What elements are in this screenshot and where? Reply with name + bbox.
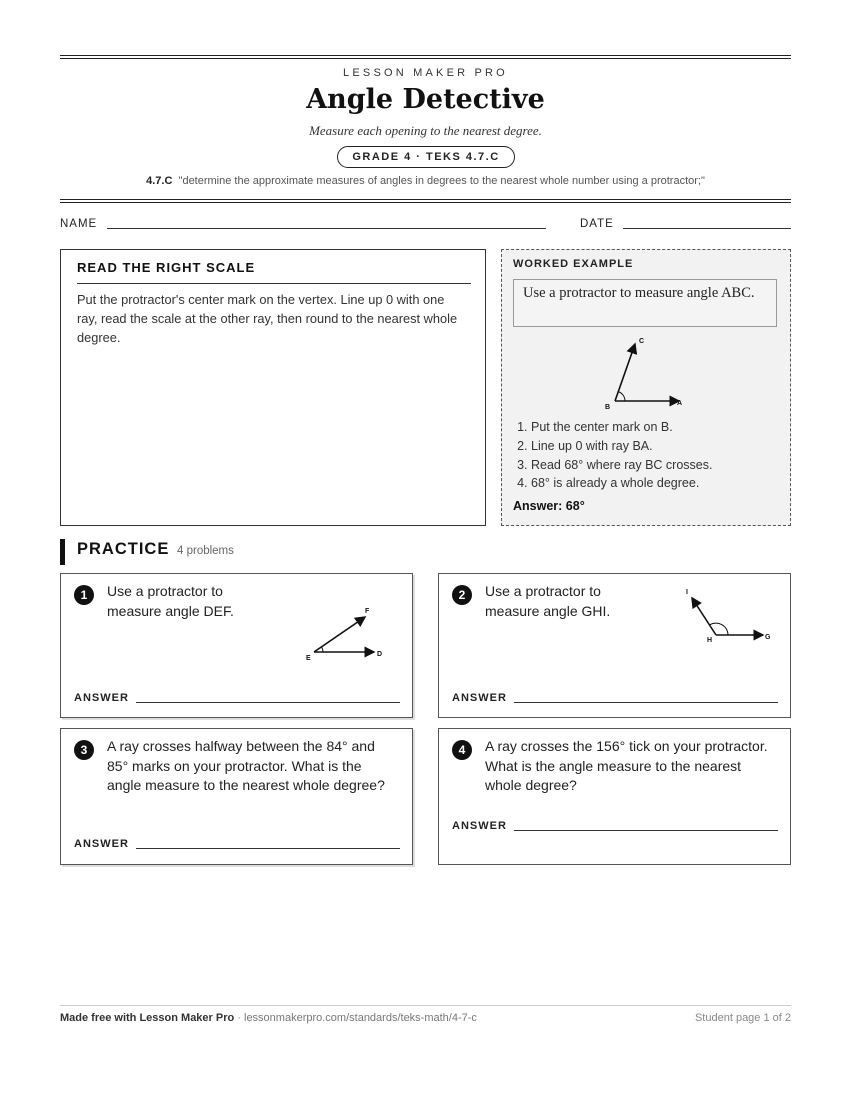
- answer-field[interactable]: [514, 702, 778, 703]
- practice-count: 4 problems: [177, 545, 234, 557]
- tip-panel: [60, 249, 486, 526]
- answer-field[interactable]: [514, 830, 778, 831]
- problem-text: Use a protractor to measure angle DEF.: [107, 583, 234, 619]
- ray-hi: [692, 598, 716, 635]
- label-f: F: [365, 608, 370, 615]
- standard-code: 4.7.C: [146, 175, 173, 187]
- answer-label: ANSWER: [452, 820, 507, 832]
- problem-card-3: [60, 728, 413, 865]
- problem-number-badge: 3: [74, 740, 94, 760]
- practice-accent-bar: [60, 539, 65, 565]
- footer-credit: [60, 1012, 477, 1024]
- label-d: D: [377, 651, 383, 658]
- tip-title: READ THE RIGHT SCALE: [77, 260, 256, 275]
- name-field[interactable]: [107, 228, 546, 229]
- label-c: C: [639, 338, 645, 345]
- footer-url[interactable]: · lessonmakerpro.com/standards/teks-math/4-7-c: [234, 1012, 477, 1024]
- problem-number-badge: 2: [452, 585, 472, 605]
- name-label: NAME: [60, 218, 98, 230]
- problem-card-2: [438, 573, 791, 718]
- worked-example-steps: [513, 418, 712, 493]
- problem-number-badge: 4: [452, 740, 472, 760]
- answer-field[interactable]: [136, 702, 400, 703]
- problem-text: A ray crosses halfway between the 84° and 85° marks on your protractor. What is the angle measure to the nearest whole degree?: [107, 738, 385, 793]
- footer-page-number: Student page 1 of 2: [694, 1012, 791, 1024]
- worked-example-title: WORKED EXAMPLE: [513, 258, 634, 270]
- problem-text: A ray crosses the 156° tick on your protractor. What is the angle measure to the nearest whole degree?: [485, 738, 768, 793]
- worked-example-panel: [501, 249, 791, 526]
- step-item: 2. Line up 0 with ray BA.: [531, 437, 712, 456]
- tip-title-rule: [77, 283, 471, 284]
- page-title: Angle Detective: [306, 84, 545, 115]
- practice-title: PRACTICE: [77, 540, 170, 558]
- label-g: G: [765, 634, 771, 641]
- tip-text: Put the protractor's center mark on the vertex. Line up 0 with one ray, read the scale at the other ray, then round to the nearest whole degree.: [77, 292, 458, 345]
- date-label: DATE: [580, 218, 614, 230]
- step-item: 3. Read 68° where ray BC crosses.: [531, 456, 712, 475]
- footer-rule: [60, 1005, 791, 1006]
- answer-label: ANSWER: [452, 692, 507, 704]
- header-rule-2: [60, 202, 791, 203]
- problem-number-badge: 1: [74, 585, 94, 605]
- problem-card-4: [438, 728, 791, 865]
- angle-arc: [618, 392, 625, 401]
- angle-abc-diagram: [597, 332, 697, 412]
- ray-bc: [615, 344, 635, 401]
- problem-text: Use a protractor to measure angle GHI.: [485, 583, 611, 619]
- standard-text: "determine the approximate measures of angles in degrees to the nearest whole number using a protractor;": [178, 175, 705, 187]
- top-rule-2: [60, 58, 791, 59]
- answer-label: ANSWER: [74, 838, 129, 850]
- label-h: H: [707, 637, 713, 644]
- step-item: 1. Put the center mark on B.: [531, 418, 712, 437]
- problem-card-1: [60, 573, 413, 718]
- worked-example-answer: Answer: 68°: [513, 499, 585, 513]
- label-e: E: [306, 655, 311, 662]
- angle-def-diagram: [296, 604, 396, 664]
- label-a: A: [677, 400, 683, 407]
- page-subtitle: Measure each opening to the nearest degree.: [309, 123, 542, 138]
- footer-made-with: Made free with Lesson Maker Pro: [60, 1012, 235, 1024]
- step-item: 4. 68° is already a whole degree.: [531, 474, 712, 493]
- answer-field[interactable]: [136, 848, 400, 849]
- brand-label: LESSON MAKER PRO: [343, 67, 508, 79]
- angle-ghi-diagram: [679, 584, 779, 649]
- top-rule-1: [60, 55, 791, 56]
- label-i: I: [686, 589, 688, 596]
- standard-line: [60, 175, 791, 187]
- answer-label: ANSWER: [74, 692, 129, 704]
- label-b: B: [605, 404, 611, 411]
- worked-example-prompt: Use a protractor to measure angle ABC.: [513, 279, 777, 327]
- date-field[interactable]: [623, 228, 791, 229]
- header-rule-1: [60, 199, 791, 200]
- grade-badge: GRADE 4 · TEKS 4.7.C: [337, 146, 515, 168]
